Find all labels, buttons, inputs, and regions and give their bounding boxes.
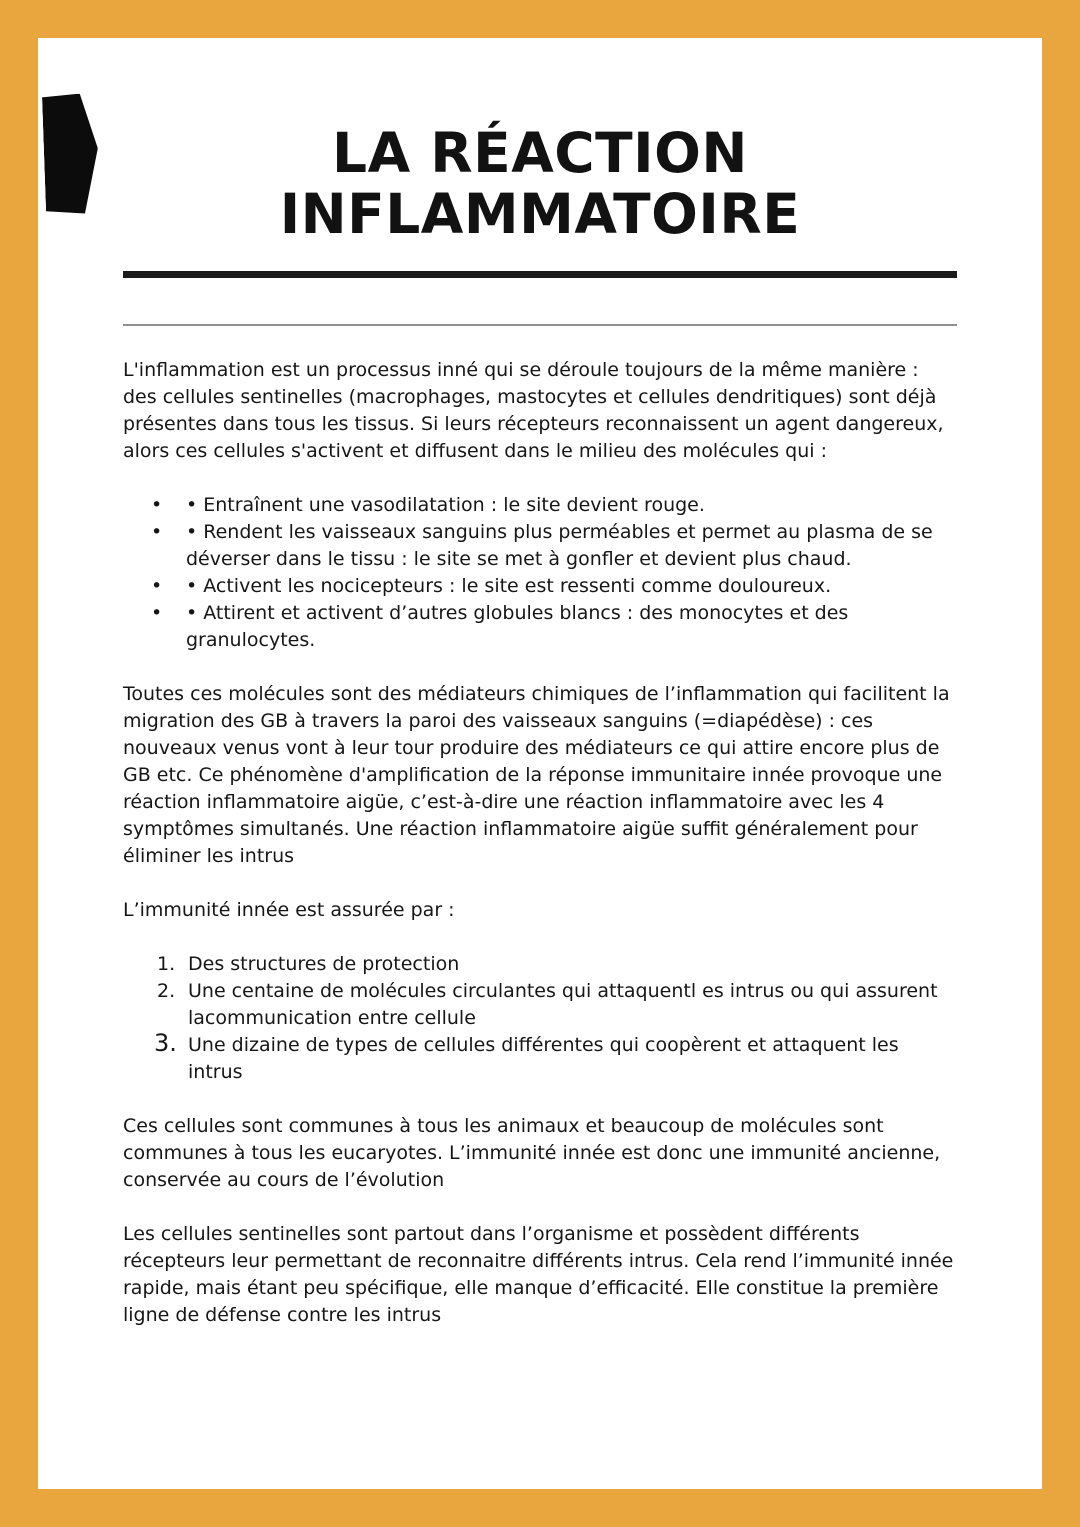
paragraph-sentinelles: Les cellules sentinelles sont partout dans l’organisme et possèdent différents récepteurs leur permettant de reconnaitre différents intrus. Cela rend l’immunité innée rapide, mais étant peu spécifique, elle manque d’efficacité. Elle constitue la première ligne de défense contre les intrus — [123, 1223, 954, 1326]
item-text: Des structures de protection — [188, 953, 460, 975]
document-page — [38, 38, 1042, 1489]
item-number: 3. — [154, 1029, 177, 1057]
page-title-line1: LA RÉACTION — [332, 121, 748, 185]
numbered-list — [123, 951, 958, 1086]
bullet-item-nocicepteurs: • • Activent les nocicepteurs : le site est ressenti comme douloureux. — [123, 573, 958, 600]
bullet-item-vasodilatation: • • Entraînent une vasodilatation : le site devient rouge. — [123, 492, 958, 519]
item-number: 2. — [157, 980, 176, 1002]
bullet-item-permeabilite: • • Rendent les vaisseaux sanguins plus perméables et permet au plasma de se déverser dans le tissu : le site se met à gonfler et devient plus chaud. — [123, 519, 958, 573]
document-body — [123, 357, 958, 1329]
divider-thin — [123, 324, 957, 326]
bullet-item-globules-blancs: • • Attirent et activent d’autres globules blancs : des monocytes et des granulocytes. — [123, 600, 958, 654]
item-text: Une dizaine de types de cellules différentes qui coopèrent et attaquent les intrus — [188, 1034, 899, 1083]
numbered-item-cellules — [123, 1029, 958, 1086]
title-underline-thick — [123, 271, 957, 278]
page-title — [128, 123, 952, 244]
bullet-list — [123, 492, 958, 654]
paragraph-eucaryotes: Ces cellules sont communes à tous les animaux et beaucoup de molécules sont communes à tous les eucaryotes. L’immunité innée est donc une immunité ancienne, conservée au cours de l’évolution — [123, 1115, 941, 1191]
numbered-item-molecules — [123, 978, 958, 1032]
paragraph-list-lead: L’immunité innée est assurée par : — [123, 899, 455, 921]
numbered-item-structures — [123, 951, 958, 978]
item-number: 1. — [157, 953, 176, 975]
paragraph-mediateurs: Toutes ces molécules sont des médiateurs chimiques de l’inflammation qui facilitent la migration des GB à travers la paroi des vaisseaux sanguins (=diapédèse) : ces nouveaux venus vont à leur tour produire des médiateurs ce qui attire encore plus de GB etc. Ce phénomène d'amplification de la réponse immunitaire innée provoque une réaction inflammatoire aigüe, c’est-à-dire une réaction inflammatoire avec les 4 symptômes simultanés. Une réaction inflammatoire aigüe suffit généralement pour éliminer les intrus — [123, 683, 950, 867]
item-text: Une centaine de molécules circulantes qui attaquentl es intrus ou qui assurent lacommunication entre cellule — [188, 980, 938, 1029]
bookmark-icon — [42, 93, 100, 215]
paragraph-intro: L'inflammation est un processus inné qui se déroule toujours de la même manière : des cellules sentinelles (macrophages, mastocytes et cellules dendritiques) sont déjà présentes dans tous les tissus. Si leurs récepteurs reconnaissent un agent dangereux, alors ces cellules s'activent et diffusent dans le milieu des molécules qui : — [123, 359, 944, 462]
page-title-line2: INFLAMMATOIRE — [279, 181, 801, 246]
